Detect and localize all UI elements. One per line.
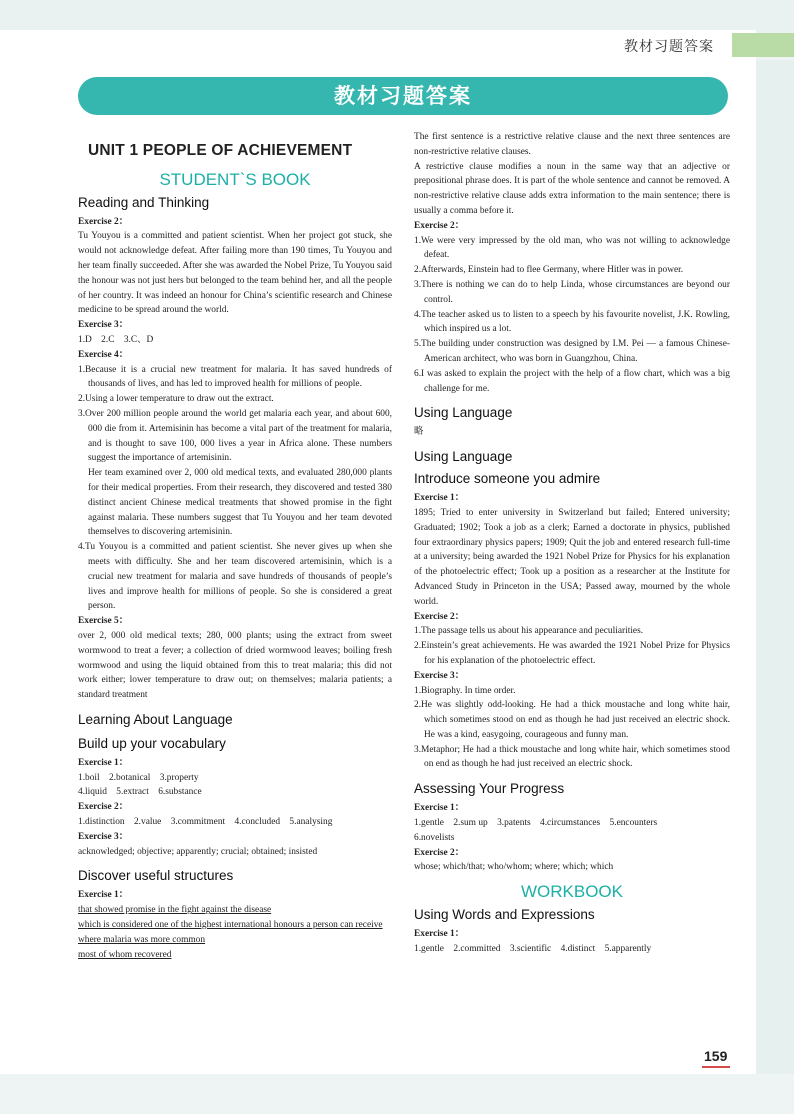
list-item: 1.Because it is a crucial new treatment for malaria. It has saved hundreds of thousands of lives, and has led to improved health for millions of people. (78, 364, 392, 390)
paragraph: 1895; Tried to enter university in Switzerland but failed; Entered university; Graduated; 1902; Took a job as a clerk; Earned a doctorate in physics, published four extraordinary physics papers; 1909; Quit the job and entered research full-time at a university; being awarded the 1921 Nobel Prize for Physics for his explanation of the photoelectric effect; Took up a position as a researcher at the Institute for Advanced Study in Princeton in the USA; Passed away, mourned by the whole world. (414, 507, 730, 607)
right-column (414, 130, 730, 957)
underlined-answer: most of whom recovered (78, 949, 172, 960)
discover-heading: Discover useful structures (78, 868, 234, 884)
list-item: 3.There is nothing we can do to help Linda, whose circumstances are beyond our control. (414, 279, 730, 305)
exercise-label: Exercise 1： (414, 929, 465, 940)
list-item: 3.Metaphor; He had a thick moustache and long white hair, which sometimes stood on end as though he had just received an electric shock. (414, 744, 730, 770)
paragraph: over 2, 000 old medical texts; 280, 000 plants; using the extract from sweet wormwood to treat a fever; a collection of dried wormwood leaves; boiling fresh wormwood and using the liquid obtained from this to treat malaria; this did not work either; lower temperature to draw out; on themselves; malaria patients; a standard treatment (78, 630, 392, 701)
right-margin-strip (756, 60, 794, 1074)
exercise-label: Exercise 3： (78, 320, 129, 331)
running-header: 教材习题答案 (624, 39, 714, 55)
exercise-label: Exercise 1： (414, 803, 465, 814)
exercise-label: Exercise 1： (78, 757, 129, 768)
list-item: 1.We were very impressed by the old man, who was not willing to acknowledge defeat. (414, 235, 730, 261)
reading-heading: Reading and Thinking (78, 194, 210, 210)
answer-line: 1.distinction 2.value 3.commitment 4.concluded 5.analysing (78, 817, 333, 828)
exercise-label: Exercise 1： (414, 493, 465, 504)
learning-heading: Learning About Language (78, 711, 233, 727)
answer-line: 1.gentle 2.sum up 3.patents 4.circumstances 5.encounters (414, 818, 658, 829)
page-number: 159 (704, 1048, 728, 1064)
introduce-heading: Introduce someone you admire (414, 471, 601, 487)
answer-line: 6.novelists (414, 832, 455, 843)
exercise-label: Exercise 2： (78, 216, 129, 227)
answer-line: 1.gentle 2.committed 3.scientific 4.distinct 5.apparently (414, 943, 652, 954)
exercise-label: Exercise 2： (414, 611, 465, 622)
omitted-note: 略 (414, 427, 424, 438)
paragraph: A restrictive clause modifies a noun in the same way that an adjective or prepositional phrase does. It is part of the whole sentence and cannot be removed. A non-restrictive relative clause adds extra information to the main sentence; there is usually a comma before it. (414, 161, 730, 216)
words-heading: Using Words and Expressions (414, 907, 595, 923)
exercise-label: Exercise 1： (78, 890, 129, 901)
exercise-label: Exercise 2： (78, 802, 129, 813)
list-item: 2.Einstein’s great achievements. He was awarded the 1921 Nobel Prize for Physics for his explanation of the photoelectric effect. (414, 641, 730, 666)
list-item: 6.I was asked to explain the project with the help of a flow chart, which was a big challenge for me. (414, 368, 730, 394)
list-item-continuation: Her team examined over 2, 000 old medical texts, and evaluated 280,000 plants for their medical properties. From their research, they discovered and tested 380 distinct ancient Chinese medical treatments that showed promise in the fight against malaria. These numbers suggest that Tu Youyou and her team devoted themselves to discovering artemisinin. (88, 468, 392, 538)
exercise-label: Exercise 2： (414, 847, 465, 858)
list-item: 4.The teacher asked us to listen to a speech by his favourite novelist, J.K. Rowling, which inspired us a lot. (414, 309, 730, 335)
list-item: 3.Over 200 million people around the world get malaria each year, and about 600, 000 die from it. Artemisinin has become a vital part of the treatment for malaria, and is thought to save 100, 000 lives a year in Africa alone. These numbers suggest the importance of artemisinin. (78, 408, 392, 464)
page-number-underline (702, 1066, 730, 1068)
answer-line: 1.boil 2.botanical 3.property (78, 772, 199, 783)
paragraph: The first sentence is a restrictive relative clause and the next three sentences are non-restrictive relative clauses. (414, 132, 730, 157)
list-item: 1.The passage tells us about his appearance and peculiarities. (414, 626, 644, 637)
using-language-heading: Using Language (414, 405, 513, 421)
list-item: 5.The building under construction was designed by I.M. Pei — a famous Chinese-American architect, who was born in Guangzhou, China. (414, 339, 730, 364)
list-item: 2.He was slightly odd-looking. He had a thick moustache and long white hair, which sometimes stood on end as though he had just received an electric shock. He was a kind, easygoing, courageous and funny man. (414, 700, 730, 740)
exercise-label: Exercise 3： (414, 670, 465, 681)
exercise-label: Exercise 5： (78, 616, 129, 627)
answer-line: whose; which/that; who/whom; where; which; which (414, 862, 614, 873)
list-item: 1.Biography. In time order. (414, 685, 516, 696)
list-item: 2.Using a lower temperature to draw out the extract. (78, 394, 274, 405)
answer-line: 4.liquid 5.extract 6.substance (78, 787, 202, 798)
left-column (78, 140, 392, 962)
underlined-answer: which is considered one of the highest international honours a person can receive (78, 920, 383, 931)
header-tab (732, 33, 794, 57)
title-banner: 教材习题答案 (78, 77, 728, 115)
answer-line: 1.D 2.C 3.C、D (78, 334, 154, 345)
vocab-heading: Build up your vocabulary (78, 735, 226, 751)
workbook-heading: WORKBOOK (520, 882, 623, 902)
exercise-label: Exercise 2： (414, 220, 465, 231)
list-item: 4.Tu Youyou is a committed and patient scientist. She never gives up when she meets with difficulty. She and her team discovered artemisinin, which is a crucial new treatment for malaria and save hundreds of thousands of people’s lives and improve health for millions of people. So she is considered a great person. (78, 542, 392, 612)
exercise-label: Exercise 3： (78, 831, 129, 842)
underlined-answer: that showed promise in the fight against the disease (78, 905, 272, 916)
unit-title: UNIT 1 PEOPLE OF ACHIEVEMENT (88, 142, 353, 159)
list-item: 2.Afterwards, Einstein had to flee Germany, where Hitler was in power. (414, 265, 684, 276)
paragraph: Tu Youyou is a committed and patient scientist. When her project got stuck, she would not acknowledge defeat. After failing more than 190 times, Tu Youyou and her team finally succeeded. After she was awarded the Nobel Prize, Tu Youyou said the honour was not just hers but belonged to the team behind her, and all the people of her country. It was indeed an honour for China’s scientific research and Chinese medicine to be spread around the world. (78, 231, 392, 316)
exercise-label: Exercise 4： (78, 349, 129, 360)
students-book-heading: STUDENT`S BOOK (159, 169, 311, 189)
answer-line: acknowledged; objective; apparently; crucial; obtained; insisted (78, 846, 318, 857)
underlined-answer: where malaria was more common (78, 934, 206, 945)
using-language-heading-2: Using Language (414, 449, 513, 465)
assess-heading: Assessing Your Progress (414, 781, 565, 797)
